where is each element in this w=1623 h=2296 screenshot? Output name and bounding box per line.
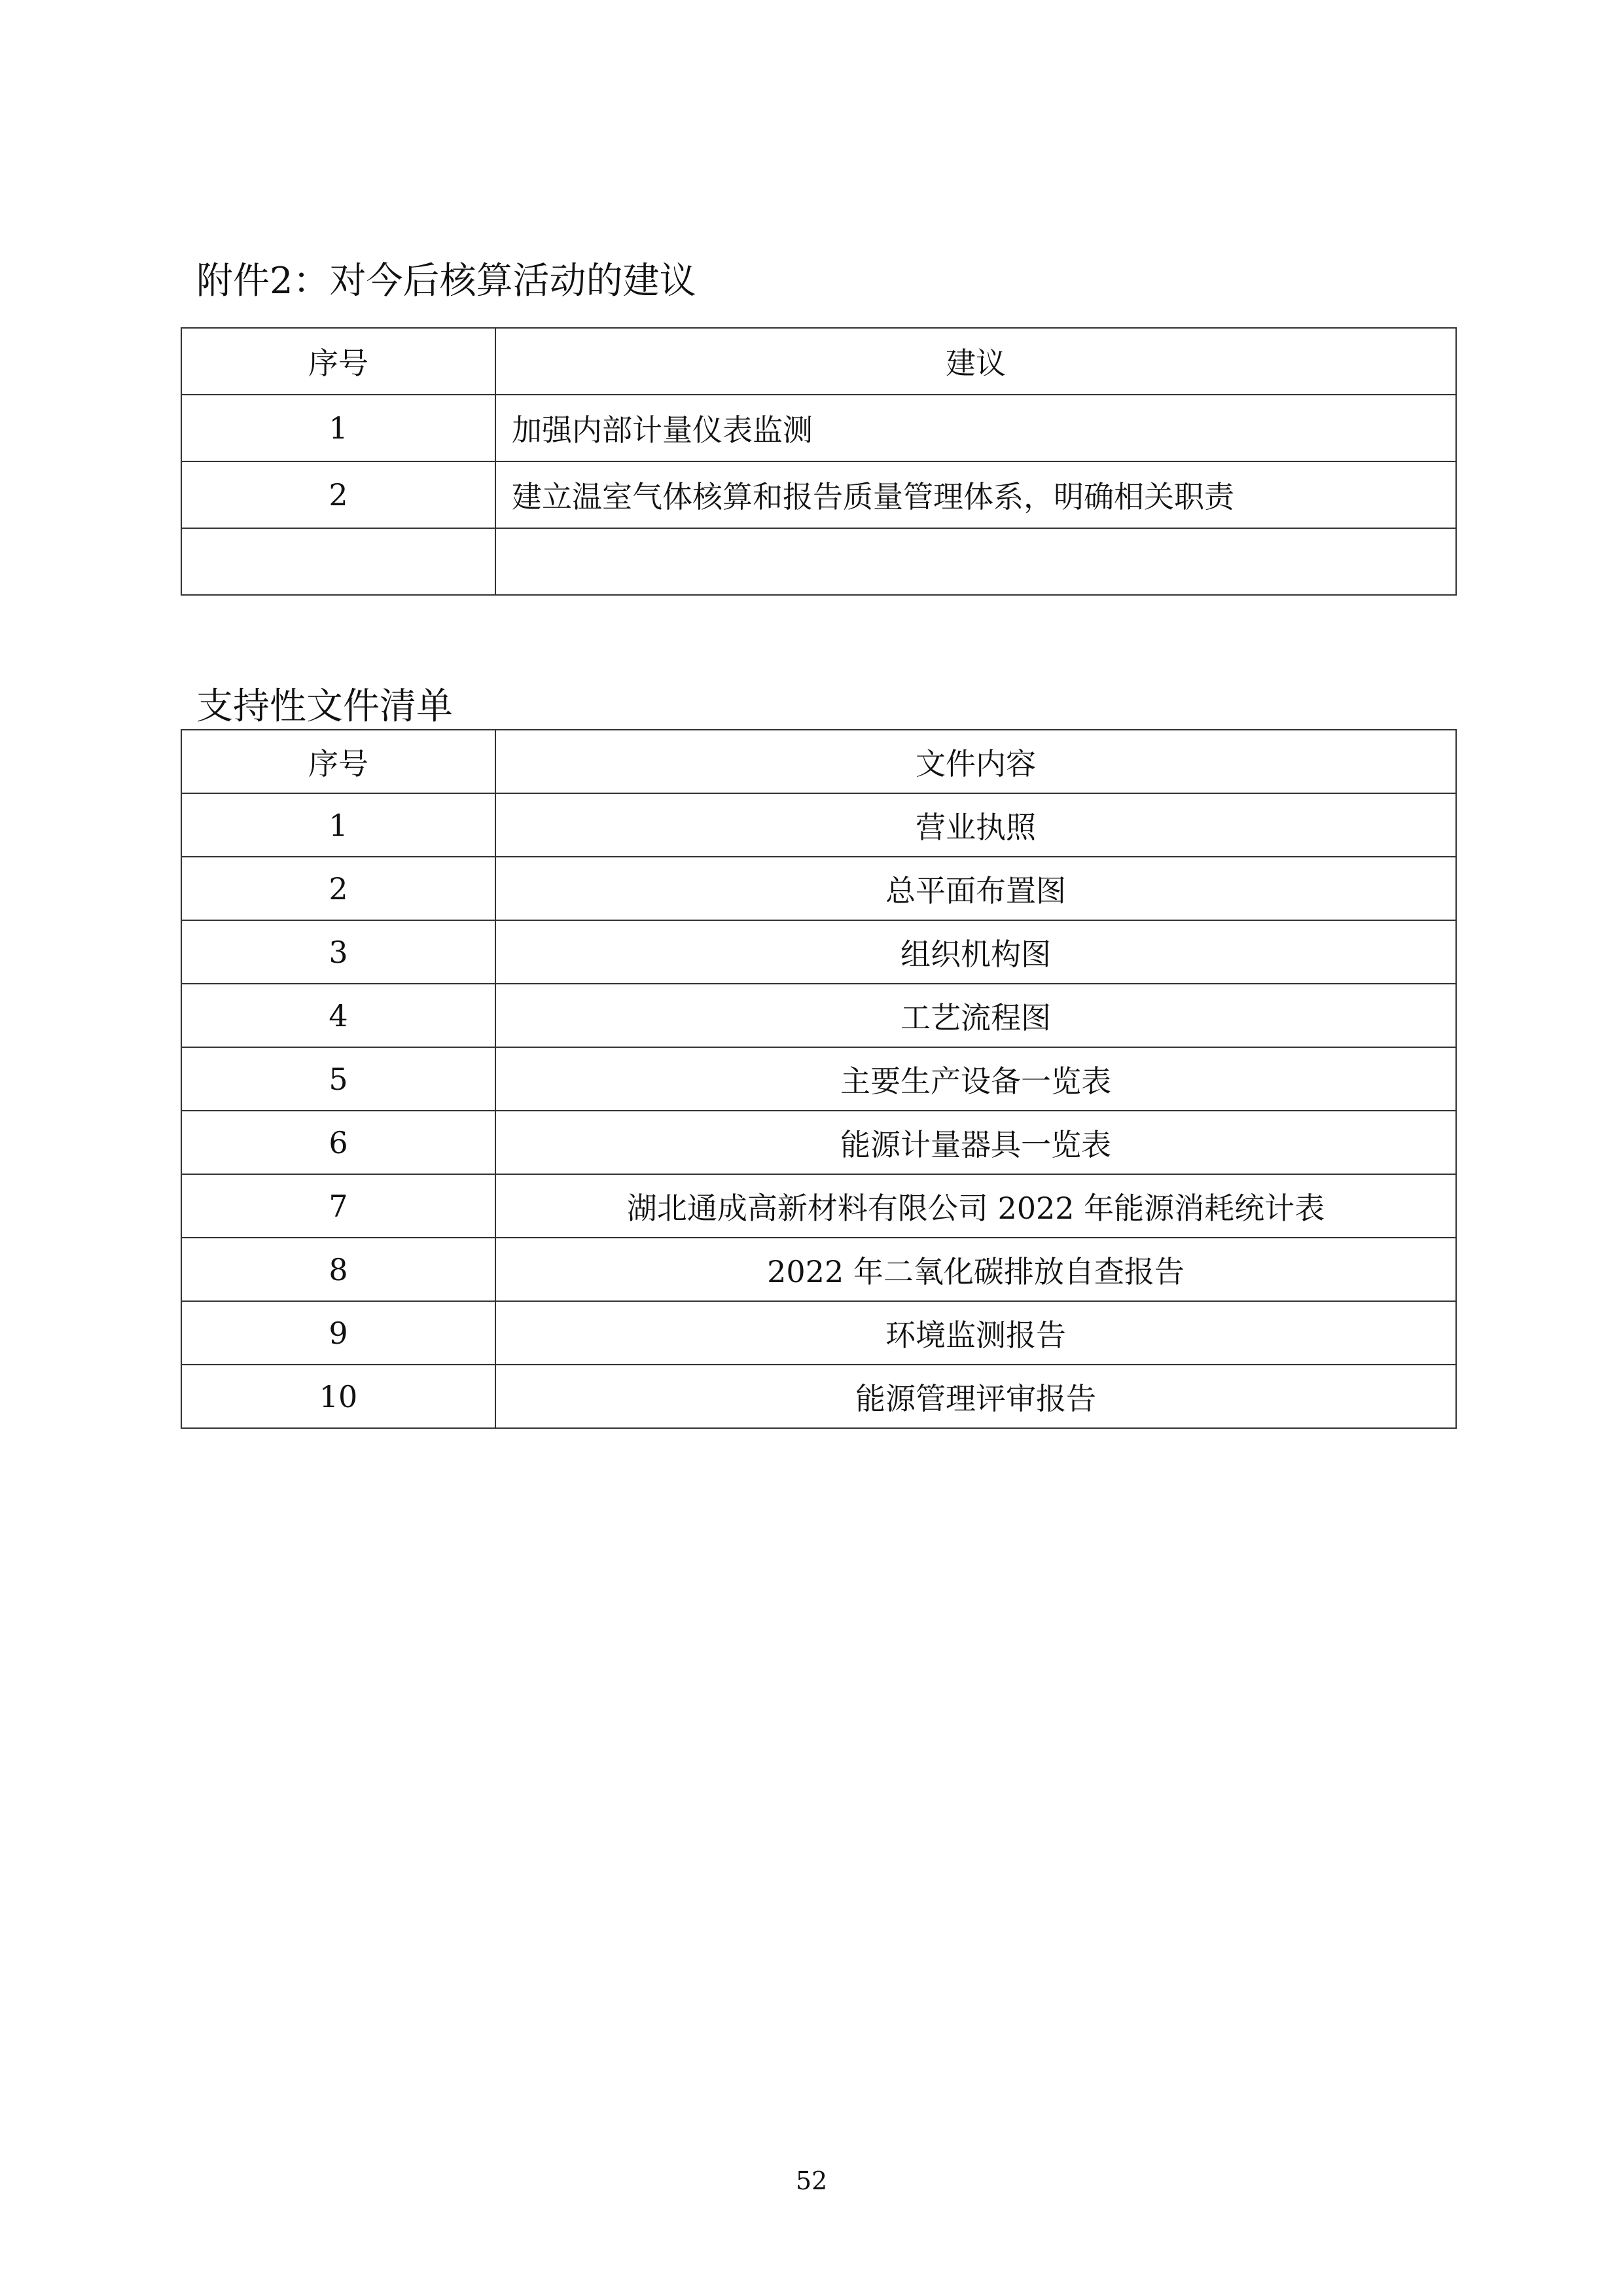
table-row [181, 793, 1456, 857]
table-row [181, 1238, 1456, 1301]
table-header-row [181, 328, 1456, 395]
row-content: 环境监测报告 [495, 1301, 1456, 1365]
row-suggestion: 加强内部计量仪表监测 [495, 395, 1456, 461]
table-row [181, 1365, 1456, 1428]
page-number: 52 [795, 2166, 828, 2195]
table-row [181, 1111, 1456, 1174]
row-no: 2 [181, 857, 495, 920]
row-no: 9 [181, 1301, 495, 1365]
column-header-suggestion: 建议 [495, 328, 1456, 395]
row-content: 总平面布置图 [495, 857, 1456, 920]
row-no: 1 [181, 395, 495, 461]
table-row [181, 395, 1456, 461]
table-row-empty [181, 528, 1456, 595]
row-content: 能源管理评审报告 [495, 1365, 1456, 1428]
table-row [181, 920, 1456, 984]
table-header-row [181, 730, 1456, 793]
table-row [181, 1047, 1456, 1111]
row-no: 2 [181, 461, 495, 528]
table-row [181, 1301, 1456, 1365]
table-row [181, 984, 1456, 1047]
section-heading-supporting-docs: 支持性文件清单 [196, 685, 453, 728]
row-suggestion [495, 528, 1456, 595]
column-header-no: 序号 [181, 328, 495, 395]
row-no: 8 [181, 1238, 495, 1301]
table-row [181, 1174, 1456, 1238]
row-content: 能源计量器具一览表 [495, 1111, 1456, 1174]
row-content: 主要生产设备一览表 [495, 1047, 1456, 1111]
table-row [181, 857, 1456, 920]
column-header-content: 文件内容 [495, 730, 1456, 793]
section-heading-suggestions: 附件2：对今后核算活动的建议 [196, 260, 696, 302]
row-content: 湖北通成高新材料有限公司 2022 年能源消耗统计表 [495, 1174, 1456, 1238]
row-content: 营业执照 [495, 793, 1456, 857]
row-no: 6 [181, 1111, 495, 1174]
row-content: 2022 年二氧化碳排放自查报告 [495, 1238, 1456, 1301]
row-no: 7 [181, 1174, 495, 1238]
column-header-no: 序号 [181, 730, 495, 793]
row-suggestion: 建立温室气体核算和报告质量管理体系，明确相关职责 [495, 461, 1456, 528]
table-row [181, 461, 1456, 528]
row-no: 5 [181, 1047, 495, 1111]
row-no: 10 [181, 1365, 495, 1428]
suggestions-table [181, 327, 1457, 596]
row-no [181, 528, 495, 595]
row-content: 工艺流程图 [495, 984, 1456, 1047]
row-no: 4 [181, 984, 495, 1047]
row-content: 组织机构图 [495, 920, 1456, 984]
supporting-docs-table [181, 729, 1457, 1429]
row-no: 1 [181, 793, 495, 857]
row-no: 3 [181, 920, 495, 984]
